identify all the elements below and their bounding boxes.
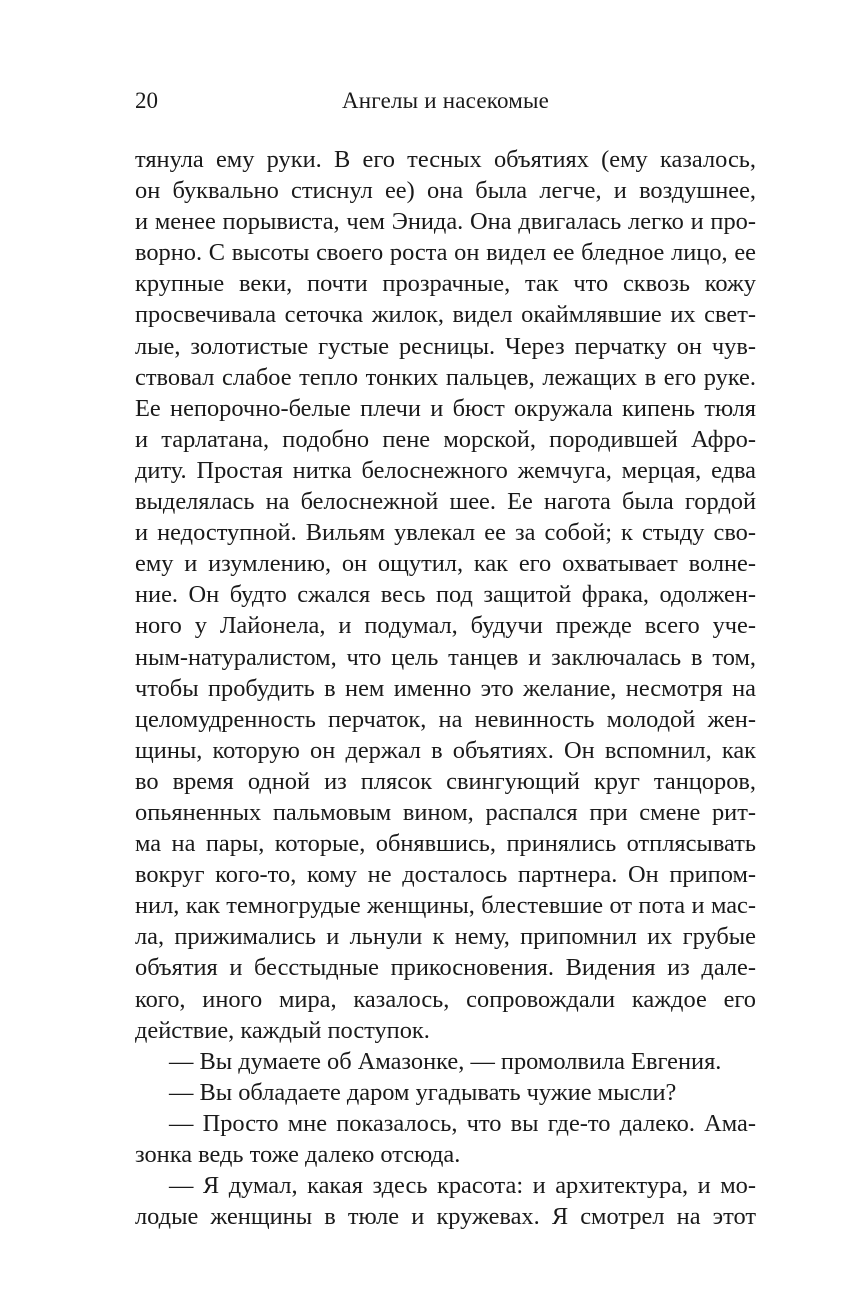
text-line: во время одной из плясок свингующий круг танцоров, [135,767,756,795]
text-line: и тарлатана, подобно пене морской, породившей Афро- [135,425,756,453]
text-line: ствовал слабое тепло тонких пальцев, лежащих в его руке. [135,363,756,391]
text-line: лодые женщины в тюле и кружевах. Я смотрел на этот [135,1203,756,1231]
text-line: щины, которую он держал в объятиях. Он вспомнил, как [135,736,756,764]
text-line: просвечивала сеточка жилок, видел окаймлявшие их свет- [135,301,756,329]
text-line: действие, каждый поступок. [135,1016,430,1044]
text-line: Ее непорочно-белые плечи и бюст окружала кипень тюля [135,394,756,422]
text-line: кого, иного мира, казалось, сопровождали каждое его [135,985,756,1013]
text-line: вокруг кого-то, кому не досталось партнера. Он припом- [135,861,756,889]
text-line: выделялась на белоснежной шее. Ее нагота была гордой [135,488,756,516]
text-line: объятия и бесстыдные прикосновения. Видения из дале- [135,954,756,982]
dialogue-line: — Вы думаете об Амазонке, — промолвила Евгения. [169,1047,722,1075]
body-text [135,144,756,1232]
text-line: лые, золотистые густые ресницы. Через перчатку он чув- [135,332,756,360]
text-line: и недоступной. Вильям увлекал ее за собой; к стыду сво- [135,519,756,547]
text-line: крупные веки, почти прозрачные, так что сквозь кожу [135,270,756,298]
text-line: ла, прижимались и льнули к нему, припомнил их грубые [135,923,756,951]
page-header [135,86,756,116]
running-title: Ангелы и насекомые [341,88,550,113]
text-line: ма на пары, которые, обнявшись, принялись отплясывать [135,830,756,858]
text-line: зонка ведь тоже далеко отсюда. [135,1141,461,1168]
text-line: чтобы пробудить в нем именно это желание, несмотря на [135,674,756,702]
dialogue-line: — Просто мне показалось, что вы где-то далеко. Ама- [169,1109,756,1137]
dialogue-line: — Вы обладаете даром угадывать чужие мысли? [169,1078,677,1106]
text-line: ние. Он будто сжался весь под защитой фрака, одолжен- [135,581,756,609]
dialogue-line: — Я думал, какая здесь красота: и архитектура, и мо- [169,1172,756,1200]
text-line: он буквально стиснул ее) она была легче, и воздушнее, [135,177,756,205]
text-line: тянула ему руки. В его тесных объятиях (ему казалось, [135,146,756,173]
text-line: целомудренность перчаток, на невинность молодой жен- [135,705,756,733]
text-line: ным-натуралистом, что цель танцев и заключалась в том, [135,643,756,671]
text-line: и менее порывиста, чем Энида. Она двигалась легко и про- [135,208,756,236]
text-line: ного у Лайонела, и подумал, будучи прежде всего уче- [135,612,756,640]
text-line: ему и изумлению, он ощутил, как его охватывает волне- [135,550,756,578]
text-line: диту. Простая нитка белоснежного жемчуга, мерцая, едва [135,456,756,484]
page-number: 20 [135,88,158,113]
text-line: нил, как темногрудые женщины, блестевшие от пота и мас- [135,892,756,920]
text-line: ворно. С высоты своего роста он видел ее бледное лицо, ее [135,239,756,267]
text-line: опьяненных пальмовым вином, распался при смене рит- [135,798,756,826]
